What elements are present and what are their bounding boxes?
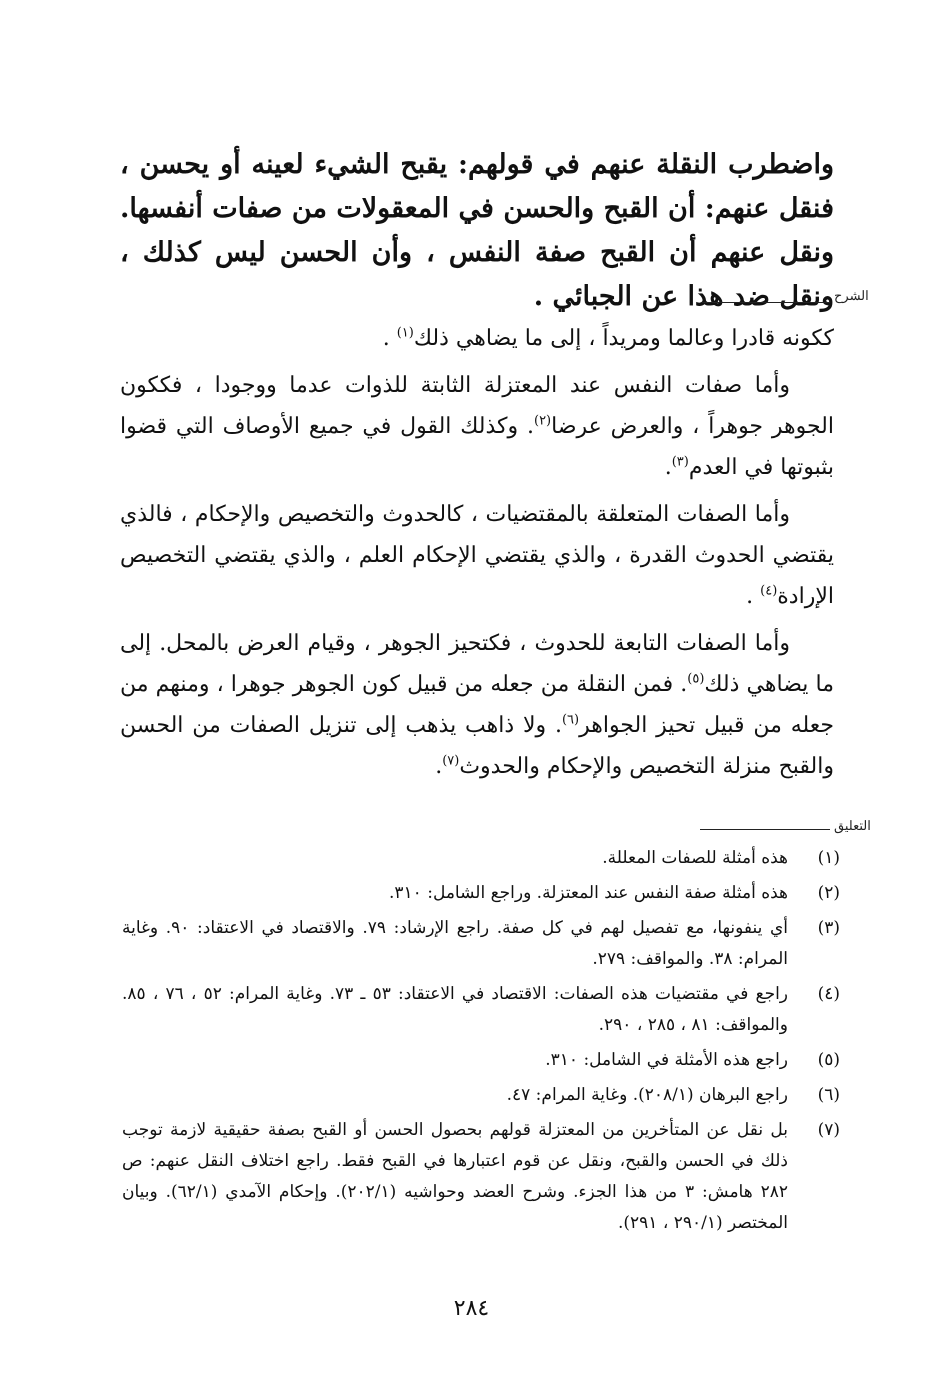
page-number: ٢٨٤: [453, 1296, 490, 1321]
footnote-number: (٧): [817, 1120, 840, 1140]
footnote-text: راجع البرهان (٢٠٨/١). وغاية المرام: ٤٧.: [506, 1085, 788, 1105]
main-paragraph: واضطرب النقلة عنهم في قولهم: يقبح الشيء لعينه أو يحسن ، فنقل عنهم: أن القبح والحسن في المعقولات من صفات أنفسها. ونقل عنهم أن القبح صفة النفس ، وأن الحسن ليس كذلك ، ونقل ضد هذا عن الجبائي .: [120, 149, 834, 312]
footnote-item: [122, 1045, 840, 1076]
footnote-text: بل نقل عن المتأخرين من المعتزلة قولهم بحصول الحسن أو القبح بصفة حقيقية لازمة توجب ذلك في الحسن والقبح، ونقل عن قوم اعتبارها في القبح فقط. راجع اختلاف النقل عنهم: ص ٢٨٢ هامش: ٣ من هذا الجزء. وشرح العضد وحواشيه (٢٠٢/١). وإحكام الآمدي (٦٢/١). وبيان المختصر (٢٩٠/١ ، ٢٩١).: [122, 1120, 788, 1233]
footnote-text: هذه أمثلة للصفات المعللة.: [602, 848, 788, 868]
footnote-text: هذه أمثلة صفة النفس عند المعتزلة. وراجع الشامل: ٣١٠.: [389, 883, 788, 903]
footnote-item: [122, 843, 840, 874]
commentary-label: الشرح: [834, 289, 869, 304]
footnote-number: (٣): [817, 918, 840, 938]
footnote-number: (١): [817, 848, 840, 868]
main-text-block: [120, 143, 834, 319]
footnote-item: [122, 878, 840, 909]
footnote-text: أي ينفونها، مع تفصيل لهم في كل صفة. راجع الإرشاد: ٧٩. والاقتصاد في الاعتقاد: ٩٠. وغاية المرام: ٣٨. والمواقف: ٢٧٩.: [122, 918, 788, 969]
commentary-paragraph-1: ككونه قادرا وعالما ومريداً ، إلى ما يضاهي ذلك$^{(١)}$ .: [382, 325, 834, 351]
footnote-number: (٥): [817, 1050, 840, 1070]
footnote-item: [122, 979, 840, 1041]
commentary-separator: [702, 302, 830, 303]
footnotes-block: [122, 843, 840, 1243]
footnote-number: (٦): [817, 1085, 840, 1105]
footnote-ref-5: (٥): [687, 671, 705, 687]
footnote-item: [122, 1115, 840, 1239]
footnote-text: راجع هذه الأمثلة في الشامل: ٣١٠.: [545, 1050, 788, 1070]
footnote-ref-2: (٢): [533, 413, 552, 429]
footnote-ref-3: (٣): [671, 454, 689, 470]
footnote-number: (٢): [817, 883, 840, 903]
commentary-paragraph-4: وأما الصفات التابعة للحدوث ، فكتحيز الجوهر ، وقيام العرض بالمحل. إلى ما يضاهي ذلك$^{(٥)}$. فمن النقلة من جعله من قبيل كون الجوهر جوهرا ، ومنهم من جعله من قبيل تحيز الجواهر$^{(٦)}$. ولا ذاهب يذهب إلى تنزيل الصفات من الحسن والقبح منزلة التخصيص والإحكام والحدوث$^{(٧)}$.: [120, 631, 835, 779]
notes-label: التعليق: [834, 819, 871, 834]
commentary-block: [120, 318, 834, 793]
commentary-paragraph-2: وأما صفات النفس عند المعتزلة الثابتة للذوات عدما ووجودا ، فككون الجوهر جوهراً ، والعرض عرضا$^{(٢)}$. وكذلك القول في جميع الأوصاف التي قضوا بثبوتها في العدم$^{(٣)}$.: [120, 373, 835, 480]
notes-separator: [700, 829, 830, 830]
footnote-item: [122, 913, 840, 975]
footnote-ref-7: (٧): [442, 753, 460, 769]
footnote-text: راجع في مقتضيات هذه الصفات: الاقتصاد في الاعتقاد: ٥٣ ـ ٧٣. وغاية المرام: ٥٢ ، ٧٦ ، ٨٥. والمواقف: ٨١ ، ٢٨٥ ، ٢٩٠.: [122, 984, 789, 1035]
footnote-item: [122, 1080, 840, 1111]
commentary-paragraph-3: وأما الصفات المتعلقة بالمقتضيات ، كالحدوث والتخصيص والإحكام ، فالذي يقتضي الحدوث القدرة ، والذي يقتضي الإحكام العلم ، والذي يقتضي التخصيص الإرادة$^{(٤)}$ .: [120, 502, 834, 609]
footnote-ref-1: (١): [396, 325, 414, 341]
footnote-number: (٤): [817, 984, 840, 1004]
footnote-ref-4: (٤): [760, 583, 778, 599]
footnote-ref-6: (٦): [561, 712, 580, 728]
